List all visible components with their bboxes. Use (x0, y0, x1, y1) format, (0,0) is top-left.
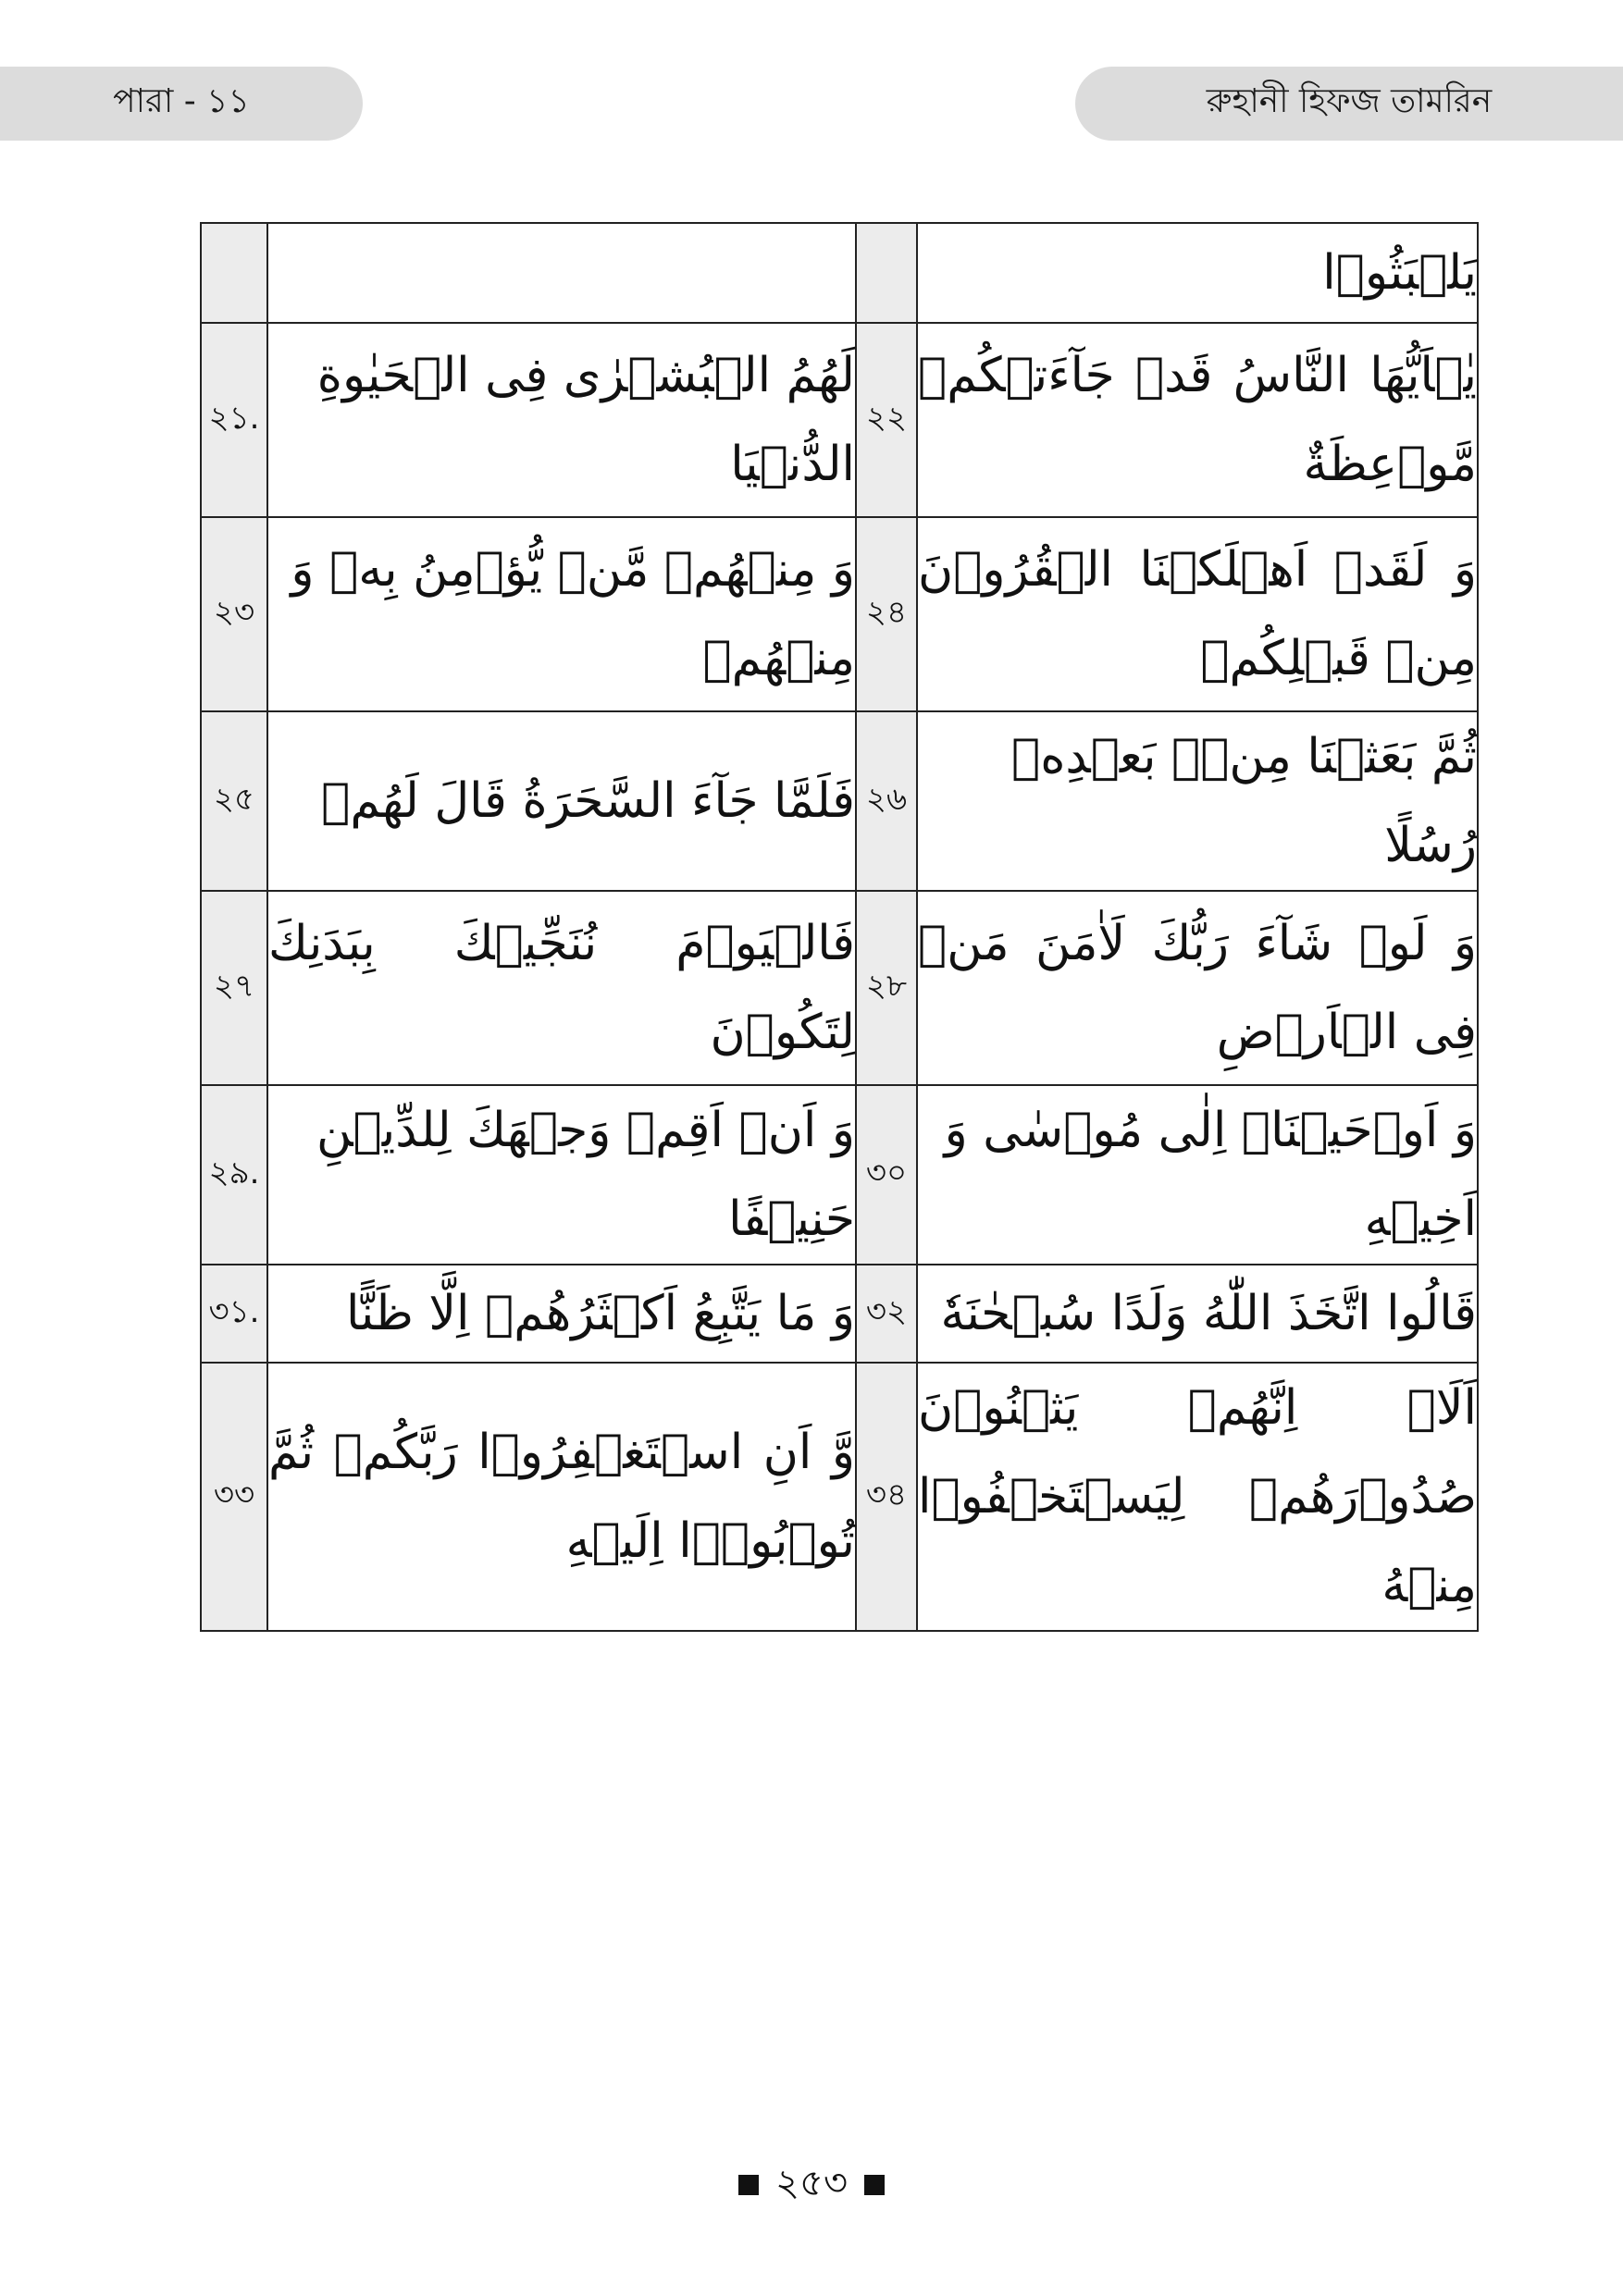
verse-number-right: ২২ (856, 323, 917, 517)
verse-text-right: وَ لَوۡ شَآءَ رَبُّكَ لَاٰمَنَ مَنۡ فِى الۡاَرۡضِ (917, 891, 1478, 1085)
table-row (201, 711, 1478, 891)
square-bullet-icon (738, 2175, 759, 2195)
verse-text-left: فَالۡيَوۡمَ نُنَجِّيۡكَ بِبَدَنِكَ لِتَكُوۡنَ (267, 891, 856, 1085)
table-row (201, 223, 1478, 323)
square-bullet-icon (864, 2175, 885, 2195)
book-title-text: রুহানী হিফজ তামরিন (1206, 82, 1493, 120)
verse-table (200, 222, 1479, 1632)
verse-number-left: ৩১. (201, 1265, 267, 1363)
verse-number-left: ২৯. (201, 1085, 267, 1265)
verse-text-left: وَ مَا يَتَّبِعُ اَكۡثَرُهُمۡ اِلَّا ظَنًّا (267, 1265, 856, 1363)
table-row (201, 517, 1478, 711)
verse-text-right: وَ اَوۡحَيۡنَاۤ اِلٰى مُوۡسٰى وَ اَخِيۡهِ (917, 1085, 1478, 1265)
verse-text-left: وَ مِنۡهُمۡ مَّنۡ يُّؤۡمِنُ بِهٖ وَ مِنۡهُمۡ (267, 517, 856, 711)
table-row (201, 1265, 1478, 1363)
para-label (0, 67, 363, 141)
verse-number-right: ৩৪ (856, 1363, 917, 1631)
verse-text-left: لَهُمُ الۡبُشۡرٰى فِى الۡحَيٰوةِ الدُّنۡيَا (267, 323, 856, 517)
verse-text-right: اَلَاۤ اِنَّهُمۡ يَثۡنُوۡنَ صُدُوۡرَهُمۡ لِيَسۡتَخۡفُوۡا مِنۡهُ (917, 1363, 1478, 1631)
verse-number-left: ২৭ (201, 891, 267, 1085)
table-row (201, 323, 1478, 517)
verse-number-right (856, 223, 917, 323)
verse-text-right: يٰۤاَيُّهَا النَّاسُ قَدۡ جَآءَتۡكُمۡ مَّوۡعِظَةٌ (917, 323, 1478, 517)
verse-number-left: ২৩ (201, 517, 267, 711)
verse-number-right: ২৬ (856, 711, 917, 891)
verse-text-left: وَ اَنۡ اَقِمۡ وَجۡهَكَ لِلدِّيۡنِ حَنِيۡفًا (267, 1085, 856, 1265)
page-number: ২৫৩ (775, 2162, 848, 2204)
table-row (201, 891, 1478, 1085)
verse-number-left: ২৫ (201, 711, 267, 891)
verse-text-right: وَ لَقَدۡ اَهۡلَكۡنَا الۡقُرُوۡنَ مِنۡ قَبۡلِكُمۡ (917, 517, 1478, 711)
verse-number-left: ৩৩ (201, 1363, 267, 1631)
verse-number-right: ২৮ (856, 891, 917, 1085)
verse-number-right: ৩০ (856, 1085, 917, 1265)
verse-number-right: ২৪ (856, 517, 917, 711)
verse-text-right: قَالُوا اتَّخَذَ اللّٰهُ وَلَدًا سُبۡحٰنَهٗ (917, 1265, 1478, 1363)
verse-text-left: وَّ اَنِ اسۡتَغۡفِرُوۡا رَبَّكُمۡ ثُمَّ تُوۡبُوۡۤا اِلَيۡهِ (267, 1363, 856, 1631)
table-row (201, 1085, 1478, 1265)
verse-text-left: فَلَمَّا جَآءَ السَّحَرَةُ قَالَ لَهُمۡ (267, 711, 856, 891)
verse-text-right: يَلۡبَثُوۡا (917, 223, 1478, 323)
page-footer (0, 2154, 1623, 2216)
table-row (201, 1363, 1478, 1631)
verse-number-left: ২১. (201, 323, 267, 517)
para-label-text: পারা - ১১ (113, 82, 250, 120)
verse-number-right: ৩২ (856, 1265, 917, 1363)
verse-text-left (267, 223, 856, 323)
verse-text-right: ثُمَّ بَعَثۡنَا مِنۡۢ بَعۡدِهٖ رُسُلًا (917, 711, 1478, 891)
book-title (1075, 67, 1623, 141)
verse-number-left (201, 223, 267, 323)
